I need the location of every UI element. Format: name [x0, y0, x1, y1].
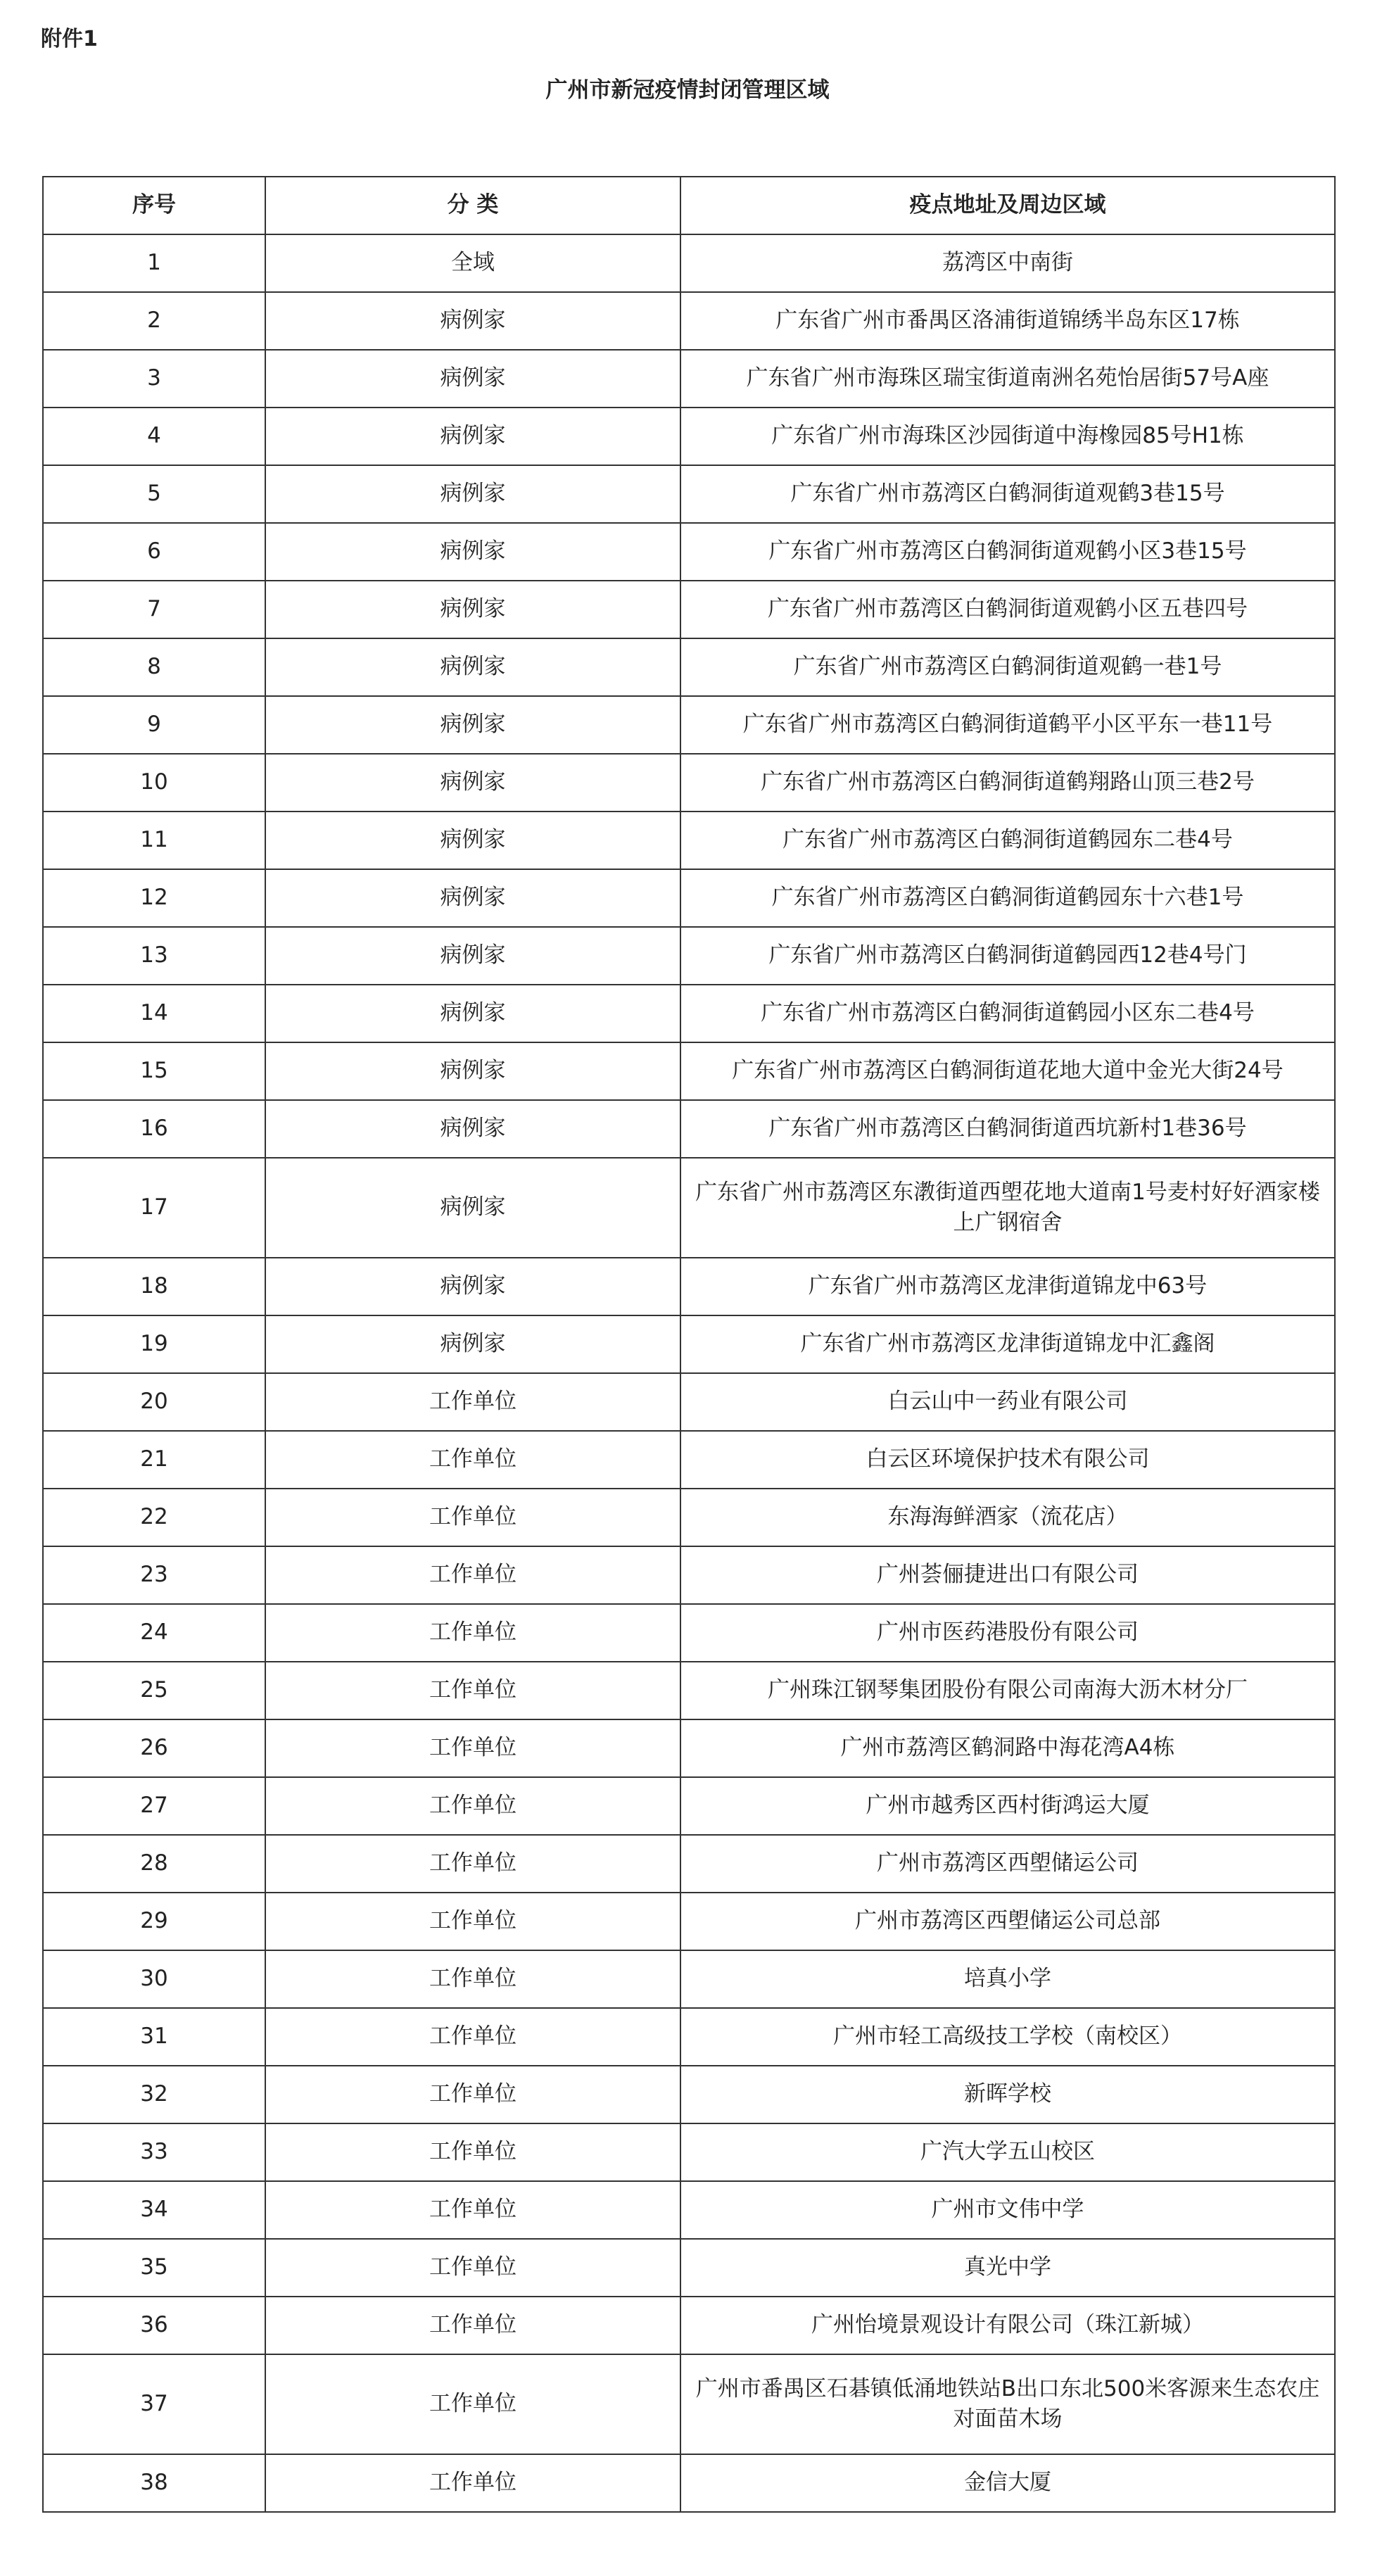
cell-category: 工作单位 [265, 2297, 680, 2354]
table-row [43, 1315, 1335, 1373]
cell-serial-number: 36 [43, 2297, 265, 2354]
cell-category: 全域 [265, 234, 680, 292]
cell-serial-number: 15 [43, 1042, 265, 1100]
cell-category: 病例家 [265, 869, 680, 927]
cell-serial-number: 27 [43, 1777, 265, 1835]
header-category: 分 类 [265, 177, 680, 234]
cell-category: 工作单位 [265, 1431, 680, 1489]
cell-serial-number: 7 [43, 581, 265, 638]
cell-serial-number: 13 [43, 927, 265, 985]
cell-category: 工作单位 [265, 1835, 680, 1893]
cell-serial-number: 29 [43, 1893, 265, 1950]
cell-category: 病例家 [265, 1042, 680, 1100]
cell-address: 广东省广州市荔湾区龙津街道锦龙中汇鑫阁 [680, 1315, 1335, 1373]
cell-serial-number: 38 [43, 2454, 265, 2512]
header-serial-number: 序号 [43, 177, 265, 234]
table-row [43, 292, 1335, 350]
cell-serial-number: 5 [43, 465, 265, 523]
cell-address: 广东省广州市荔湾区白鹤洞街道观鹤一巷1号 [680, 638, 1335, 696]
table-row [43, 2123, 1335, 2181]
cell-category: 病例家 [265, 638, 680, 696]
cell-serial-number: 6 [43, 523, 265, 581]
cell-serial-number: 2 [43, 292, 265, 350]
cell-category: 工作单位 [265, 1489, 680, 1546]
cell-serial-number: 14 [43, 985, 265, 1042]
table-row [43, 812, 1335, 869]
cell-address: 广东省广州市海珠区沙园街道中海橡园85号H1栋 [680, 408, 1335, 465]
table-row [43, 234, 1335, 292]
cell-serial-number: 30 [43, 1950, 265, 2008]
cell-address: 广州市荔湾区西塱储运公司 [680, 1835, 1335, 1893]
table-row [43, 2354, 1335, 2454]
cell-serial-number: 34 [43, 2181, 265, 2239]
cell-serial-number: 12 [43, 869, 265, 927]
table-row [43, 1258, 1335, 1315]
cell-address: 广东省广州市荔湾区白鹤洞街道鹤园小区东二巷4号 [680, 985, 1335, 1042]
cell-address: 广东省广州市荔湾区白鹤洞街道鹤园西12巷4号门 [680, 927, 1335, 985]
cell-serial-number: 4 [43, 408, 265, 465]
cell-category: 工作单位 [265, 1546, 680, 1604]
table-row [43, 1100, 1335, 1158]
table-row [43, 1893, 1335, 1950]
cell-address: 广东省广州市荔湾区白鹤洞街道观鹤小区3巷15号 [680, 523, 1335, 581]
cell-category: 病例家 [265, 408, 680, 465]
cell-address: 新晖学校 [680, 2066, 1335, 2123]
table-row [43, 754, 1335, 812]
table-row [43, 1604, 1335, 1662]
cell-category: 病例家 [265, 812, 680, 869]
cell-serial-number: 28 [43, 1835, 265, 1893]
cell-address: 广州怡境景观设计有限公司（珠江新城） [680, 2297, 1335, 2354]
cell-address: 金信大厦 [680, 2454, 1335, 2512]
cell-category: 工作单位 [265, 1893, 680, 1950]
cell-category: 工作单位 [265, 1719, 680, 1777]
table-row [43, 350, 1335, 408]
cell-serial-number: 22 [43, 1489, 265, 1546]
table-row [43, 2066, 1335, 2123]
cell-serial-number: 1 [43, 234, 265, 292]
table-row [43, 927, 1335, 985]
table-row [43, 2297, 1335, 2354]
cell-category: 工作单位 [265, 1777, 680, 1835]
cell-category: 工作单位 [265, 1662, 680, 1719]
cell-category: 病例家 [265, 754, 680, 812]
cell-category: 工作单位 [265, 2454, 680, 2512]
table-row [43, 1431, 1335, 1489]
cell-category: 工作单位 [265, 2354, 680, 2454]
table-row [43, 1546, 1335, 1604]
attachment-label: 附件1 [41, 27, 98, 51]
cell-address: 白云区环境保护技术有限公司 [680, 1431, 1335, 1489]
cell-address: 广东省广州市荔湾区白鹤洞街道鹤园东二巷4号 [680, 812, 1335, 869]
cell-address: 培真小学 [680, 1950, 1335, 2008]
cell-address: 东海海鲜酒家（流花店） [680, 1489, 1335, 1546]
cell-serial-number: 18 [43, 1258, 265, 1315]
table-row [43, 1373, 1335, 1431]
table-body [43, 234, 1335, 2512]
table-row [43, 1950, 1335, 2008]
cell-address: 广州市荔湾区鹤洞路中海花湾A4栋 [680, 1719, 1335, 1777]
closure-area-table [42, 176, 1336, 2513]
cell-address: 广东省广州市番禺区洛浦街道锦绣半岛东区17栋 [680, 292, 1335, 350]
cell-address: 广州市轻工高级技工学校（南校区） [680, 2008, 1335, 2066]
cell-address: 广州荟俪捷进出口有限公司 [680, 1546, 1335, 1604]
cell-serial-number: 16 [43, 1100, 265, 1158]
cell-category: 工作单位 [265, 1604, 680, 1662]
cell-serial-number: 33 [43, 2123, 265, 2181]
cell-category: 工作单位 [265, 2239, 680, 2297]
table-header-row [43, 177, 1335, 234]
cell-category: 病例家 [265, 1158, 680, 1258]
cell-serial-number: 11 [43, 812, 265, 869]
cell-address: 真光中学 [680, 2239, 1335, 2297]
cell-address: 广东省广州市荔湾区龙津街道锦龙中63号 [680, 1258, 1335, 1315]
cell-address: 白云山中一药业有限公司 [680, 1373, 1335, 1431]
cell-address: 广东省广州市海珠区瑞宝街道南洲名苑怡居街57号A座 [680, 350, 1335, 408]
cell-category: 病例家 [265, 1315, 680, 1373]
cell-category: 病例家 [265, 465, 680, 523]
cell-serial-number: 32 [43, 2066, 265, 2123]
cell-serial-number: 21 [43, 1431, 265, 1489]
cell-address: 广州市文伟中学 [680, 2181, 1335, 2239]
table-row [43, 2181, 1335, 2239]
cell-category: 工作单位 [265, 2008, 680, 2066]
table-row [43, 1662, 1335, 1719]
cell-serial-number: 26 [43, 1719, 265, 1777]
cell-serial-number: 17 [43, 1158, 265, 1258]
cell-address: 广东省广州市荔湾区白鹤洞街道鹤平小区平东一巷11号 [680, 696, 1335, 754]
cell-address: 广州市荔湾区西塱储运公司总部 [680, 1893, 1335, 1950]
cell-category: 工作单位 [265, 2123, 680, 2181]
cell-category: 病例家 [265, 1258, 680, 1315]
table-row [43, 1777, 1335, 1835]
cell-category: 工作单位 [265, 1373, 680, 1431]
cell-address: 广州市番禺区石碁镇低涌地铁站B出口东北500米客源来生态农庄对面苗木场 [680, 2354, 1335, 2454]
cell-address: 广东省广州市荔湾区白鹤洞街道观鹤3巷15号 [680, 465, 1335, 523]
cell-category: 工作单位 [265, 1950, 680, 2008]
cell-serial-number: 19 [43, 1315, 265, 1373]
cell-address: 广东省广州市荔湾区白鹤洞街道鹤翔路山顶三巷2号 [680, 754, 1335, 812]
cell-address: 广东省广州市荔湾区白鹤洞街道花地大道中金光大街24号 [680, 1042, 1335, 1100]
cell-serial-number: 31 [43, 2008, 265, 2066]
cell-serial-number: 25 [43, 1662, 265, 1719]
table-row [43, 523, 1335, 581]
table-row [43, 696, 1335, 754]
cell-address: 广汽大学五山校区 [680, 2123, 1335, 2181]
cell-serial-number: 37 [43, 2354, 265, 2454]
cell-category: 病例家 [265, 1100, 680, 1158]
table-row [43, 869, 1335, 927]
table-row [43, 1835, 1335, 1893]
cell-category: 病例家 [265, 927, 680, 985]
table-row [43, 581, 1335, 638]
cell-serial-number: 35 [43, 2239, 265, 2297]
table-row [43, 1489, 1335, 1546]
cell-serial-number: 8 [43, 638, 265, 696]
table-row [43, 465, 1335, 523]
cell-category: 病例家 [265, 292, 680, 350]
table-row [43, 2008, 1335, 2066]
cell-address: 广州市越秀区西村街鸿运大厦 [680, 1777, 1335, 1835]
cell-serial-number: 24 [43, 1604, 265, 1662]
table-row [43, 1158, 1335, 1258]
cell-address: 广东省广州市荔湾区东漖街道西塱花地大道南1号麦村好好酒家楼上广钢宿舍 [680, 1158, 1335, 1258]
cell-address: 广东省广州市荔湾区白鹤洞街道鹤园东十六巷1号 [680, 869, 1335, 927]
cell-serial-number: 20 [43, 1373, 265, 1431]
cell-address: 广州珠江钢琴集团股份有限公司南海大沥木材分厂 [680, 1662, 1335, 1719]
cell-category: 病例家 [265, 581, 680, 638]
cell-serial-number: 10 [43, 754, 265, 812]
cell-serial-number: 9 [43, 696, 265, 754]
cell-category: 病例家 [265, 985, 680, 1042]
cell-category: 工作单位 [265, 2181, 680, 2239]
table-row [43, 985, 1335, 1042]
cell-category: 工作单位 [265, 2066, 680, 2123]
page-title: 广州市新冠疫情封闭管理区域 [545, 77, 830, 103]
table-row [43, 1042, 1335, 1100]
cell-address: 广东省广州市荔湾区白鹤洞街道西坑新村1巷36号 [680, 1100, 1335, 1158]
cell-address: 广东省广州市荔湾区白鹤洞街道观鹤小区五巷四号 [680, 581, 1335, 638]
cell-category: 病例家 [265, 523, 680, 581]
cell-category: 病例家 [265, 696, 680, 754]
header-address: 疫点地址及周边区域 [680, 177, 1335, 234]
table-row [43, 2454, 1335, 2512]
table-row [43, 638, 1335, 696]
table-row [43, 2239, 1335, 2297]
table-row [43, 408, 1335, 465]
cell-address: 荔湾区中南街 [680, 234, 1335, 292]
cell-serial-number: 3 [43, 350, 265, 408]
cell-category: 病例家 [265, 350, 680, 408]
cell-address: 广州市医药港股份有限公司 [680, 1604, 1335, 1662]
cell-serial-number: 23 [43, 1546, 265, 1604]
table-row [43, 1719, 1335, 1777]
